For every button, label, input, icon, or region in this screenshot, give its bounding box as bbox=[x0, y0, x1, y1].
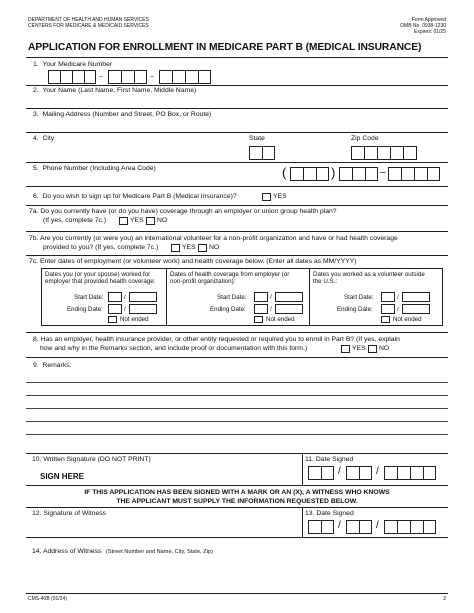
state-field[interactable] bbox=[249, 146, 275, 160]
q7b-label-line2: provided to you? (If yes, complete 7c.) bbox=[43, 244, 159, 251]
medicare-number-part-2[interactable] bbox=[108, 70, 147, 84]
city-field[interactable] bbox=[33, 144, 243, 158]
slash: / bbox=[124, 294, 126, 301]
slash: / bbox=[270, 306, 272, 313]
q6-yes-checkbox[interactable] bbox=[262, 193, 271, 201]
q7a-label-line2: (If yes, complete 7c.) bbox=[43, 217, 107, 224]
col2-end-year[interactable] bbox=[275, 304, 303, 314]
agency-line-1: DEPARTMENT OF HEALTH AND HUMAN SERVICES bbox=[28, 17, 149, 23]
phone-prefix-boxes[interactable] bbox=[339, 167, 378, 181]
witness-notice: IF THIS APPLICATION HAS BEEN SIGNED WITH A MARK OR AN (X), A WITNESS WHO KNOWS THE APPLICANT MUST SUPPLY THE INFORMATION REQUESTED BELOW. bbox=[84, 489, 390, 505]
area-code-boxes[interactable] bbox=[290, 167, 329, 181]
q13-label: 13. Date Signed bbox=[305, 510, 354, 517]
col3-start-year[interactable] bbox=[402, 292, 430, 302]
slash: / bbox=[376, 466, 379, 477]
divider bbox=[26, 485, 448, 486]
omb-number: OMB No. 0938-1230 bbox=[400, 23, 446, 29]
q7b-yes-label: YES bbox=[182, 244, 196, 251]
page-number: 2 bbox=[443, 596, 446, 602]
state-label: State bbox=[249, 135, 265, 142]
slash: / bbox=[338, 466, 341, 477]
q6-label: 6. Do you wish to sign up for Medicare Part B (Medical Insurance)? bbox=[33, 193, 237, 200]
signature-field[interactable] bbox=[100, 466, 296, 482]
divider bbox=[26, 57, 448, 58]
slash: / bbox=[270, 294, 272, 301]
ending-date-label: Ending Date: bbox=[67, 306, 103, 313]
col1-start-month[interactable] bbox=[108, 292, 122, 302]
q8-yes-checkbox[interactable] bbox=[341, 345, 350, 353]
open-paren: ( bbox=[282, 165, 287, 180]
close-paren: ) bbox=[331, 165, 336, 180]
divider bbox=[26, 357, 448, 358]
q4-label: 4. City bbox=[33, 135, 55, 142]
q7a-yes-checkbox[interactable] bbox=[119, 217, 128, 225]
ending-date-label: Ending Date: bbox=[210, 306, 246, 313]
agency-name bbox=[28, 17, 149, 29]
slash: / bbox=[376, 520, 379, 531]
dash: – bbox=[380, 167, 386, 178]
q7a-label: 7a. Do you currently have (or do you have) coverage through an employer or union group health plan? bbox=[29, 208, 337, 215]
col2-end-month[interactable] bbox=[254, 304, 268, 314]
divider bbox=[26, 186, 448, 187]
q7b-no-checkbox[interactable] bbox=[198, 244, 207, 252]
divider bbox=[26, 162, 448, 163]
q7a-no-checkbox[interactable] bbox=[146, 217, 155, 225]
ending-date-label: Ending Date: bbox=[337, 306, 373, 313]
q6-yes-label: YES bbox=[273, 193, 287, 200]
q7a-yes-label: YES bbox=[130, 217, 144, 224]
col3-header: Dates you worked as a volunteer outside the U.S.: bbox=[313, 271, 425, 285]
q8-label-line2: how and why in the Remarks section, and include proof or documentation with this form.) bbox=[40, 345, 308, 352]
not-ended-label: Not ended bbox=[393, 316, 422, 323]
divider bbox=[166, 268, 167, 326]
divider bbox=[26, 255, 448, 256]
start-date-label: Start Date: bbox=[74, 294, 104, 301]
divider bbox=[309, 268, 310, 326]
q7b-yes-checkbox[interactable] bbox=[171, 244, 180, 252]
slash: / bbox=[338, 520, 341, 531]
col1-not-ended-checkbox[interactable] bbox=[108, 316, 117, 323]
start-date-label: Start Date: bbox=[344, 294, 374, 301]
agency-line-2: CENTERS FOR MEDICARE & MEDICAID SERVICES bbox=[28, 23, 149, 29]
col3-end-year[interactable] bbox=[402, 304, 430, 314]
divider bbox=[26, 453, 448, 454]
col3-end-month[interactable] bbox=[381, 304, 395, 314]
slash: / bbox=[397, 306, 399, 313]
divider bbox=[26, 593, 448, 594]
zip-label: Zip Code bbox=[351, 135, 379, 142]
q8-label: 8. Has an employer, health insurance provider, or other entity requested or required you to enroll in Part B? (If yes, explain bbox=[33, 336, 400, 343]
omb-block bbox=[400, 17, 446, 35]
q8-no-label: NO bbox=[379, 345, 390, 352]
divider bbox=[302, 507, 303, 537]
q12-label: 12. Signature of Witness bbox=[32, 510, 107, 517]
divider bbox=[26, 332, 448, 333]
divider bbox=[26, 205, 448, 206]
divider bbox=[26, 231, 448, 232]
col2-start-year[interactable] bbox=[275, 292, 303, 302]
zip-code-field[interactable] bbox=[351, 146, 417, 160]
col2-start-month[interactable] bbox=[254, 292, 268, 302]
col3-start-month[interactable] bbox=[381, 292, 395, 302]
dash: – bbox=[150, 73, 154, 80]
date-signed-field[interactable] bbox=[308, 466, 418, 480]
q7b-label: 7b. Are you currently (or were you) an international volunteer for a non-profit organization and have or had health coverage bbox=[29, 235, 398, 242]
col1-start-year[interactable] bbox=[129, 292, 157, 302]
slash: / bbox=[124, 306, 126, 313]
dash: – bbox=[99, 73, 103, 80]
divider bbox=[26, 537, 448, 538]
divider bbox=[26, 507, 448, 508]
medicare-number-field[interactable] bbox=[48, 70, 202, 84]
witness-date-field[interactable] bbox=[308, 520, 418, 534]
q10-label: 10. Written Signature (DO NOT PRINT) bbox=[32, 456, 151, 463]
form-approved: Form Approved bbox=[411, 17, 446, 23]
q14-label: 14. Address of Witness (Street Number and Name, City, State, Zip) bbox=[32, 548, 213, 555]
slash: / bbox=[397, 294, 399, 301]
q1-label: 1. Your Medicare Number bbox=[33, 61, 113, 68]
q8-yes-label: YES bbox=[352, 345, 366, 352]
witness-signature-field[interactable] bbox=[32, 519, 296, 535]
not-ended-label: Not ended bbox=[120, 316, 149, 323]
q2-label: 2. Your Name (Last Name, First Name, Middle Name) bbox=[33, 87, 197, 94]
phone-number-field[interactable] bbox=[282, 167, 432, 181]
q7c-label: 7c. Enter dates of employment (or volunteer work) and health coverage below. (Enter all dates as MM/YYYY) bbox=[29, 258, 357, 265]
form-title: APPLICATION FOR ENROLLMENT IN MEDICARE PART B (MEDICAL INSURANCE) bbox=[28, 42, 422, 53]
remarks-field[interactable] bbox=[26, 370, 448, 448]
name-field[interactable] bbox=[28, 96, 446, 107]
witness-address-field[interactable] bbox=[32, 550, 444, 590]
expires-date: Expires: 01/25 bbox=[414, 29, 446, 35]
col1-end-month[interactable] bbox=[108, 304, 122, 314]
address-field[interactable] bbox=[28, 120, 446, 131]
col1-end-year[interactable] bbox=[129, 304, 157, 314]
divider bbox=[26, 108, 448, 109]
q9-label: 9. Remarks: bbox=[33, 362, 72, 369]
not-ended-label: Not ended bbox=[266, 316, 295, 323]
q7a-no-label: NO bbox=[157, 217, 168, 224]
start-date-label: Start Date: bbox=[217, 294, 247, 301]
divider bbox=[26, 132, 448, 133]
col2-header: Dates of health coverage from employer (or non-profit organization): bbox=[170, 271, 290, 285]
col3-not-ended-checkbox[interactable] bbox=[381, 316, 390, 323]
col1-header: Dates you (or your spouse) worked for employer that provided health coverage: bbox=[45, 271, 156, 285]
sign-here-label: SIGN HERE bbox=[40, 472, 85, 481]
q8-no-checkbox[interactable] bbox=[368, 345, 377, 353]
q11-label: 11. Date Signed bbox=[305, 456, 354, 463]
q5-label: 5. Phone Number (Including Area Code) bbox=[33, 165, 156, 172]
form-number: CMS-40B (01/24) bbox=[28, 596, 67, 602]
divider bbox=[26, 85, 448, 86]
divider bbox=[302, 453, 303, 485]
q3-label: 3. Mailing Address (Number and Street, PO Box, or Route) bbox=[33, 111, 212, 118]
q7b-no-label: NO bbox=[209, 244, 220, 251]
col2-not-ended-checkbox[interactable] bbox=[254, 316, 263, 323]
